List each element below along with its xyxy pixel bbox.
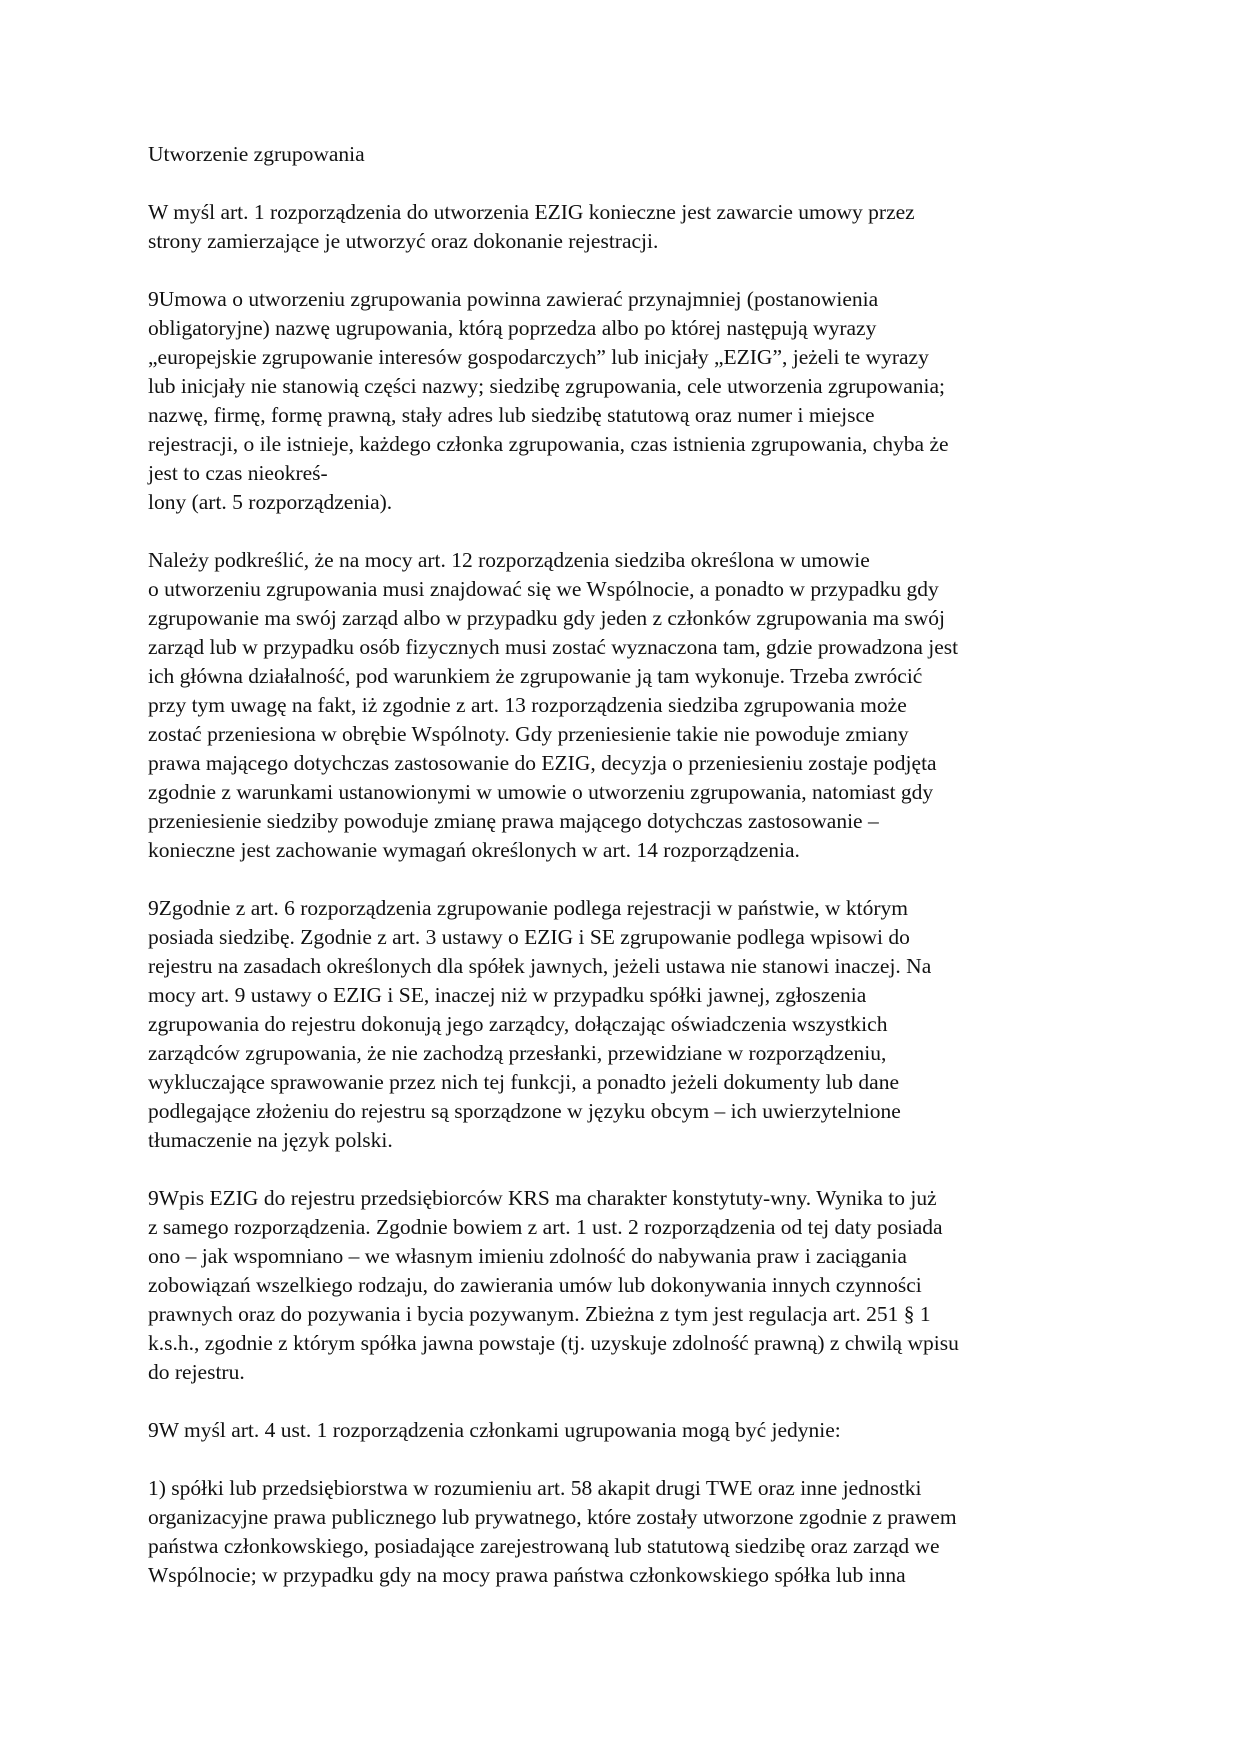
document-body	[148, 140, 1094, 1619]
paragraph-agreement-contents: 9Umowa o utworzeniu zgrupowania powinna zawierać przynajmniej (postanowienia obligatoryjne) nazwę ugrupowania, którą poprzedza albo po której następują wyrazy „europejskie zgrupowanie interesów gospodarczych” lub inicjały „EZIG”, jeżeli te wyrazy lub inicjały nie stanowią części nazwy; siedzibę zgrupowania, cele utworzenia zgrupowania; nazwę, firmę, formę prawną, stały adres lub siedzibę statutową oraz numer i miejsce rejestracji, o ile istnieje, każdego członka zgrupowania, czas istnienia zgrupowania, chyba że jest to czas nieokreś- lony (art. 5 rozporządzenia).	[148, 287, 949, 514]
paragraph-registered-office: Należy podkreślić, że na mocy art. 12 rozporządzenia siedziba określona w umowie o utworzeniu zgrupowania musi znajdować się we Wspólnocie, a ponadto w przypadku gdy zgrupowanie ma swój zarząd albo w przypadku gdy jeden z członków zgrupowania ma swój zarząd lub w przypadku osób fizycznych musi zostać wyznaczona tam, gdzie prowadzona jest ich główna działalność, pod warunkiem że zgrupowanie ją tam wykonuje. Trzeba zwrócić przy tym uwagę na fakt, iż zgodnie z art. 13 rozporządzenia siedziba zgrupowania może zostać przeniesiona w obrębie Wspólnoty. Gdy przeniesienie takie nie powoduje zmiany prawa mającego dotychczas zastosowanie do EZIG, decyzja o przeniesieniu zostaje podjęta zgodnie z warunkami ustanowionymi w umowie o utworzeniu zgrupowania, natomiast gdy przeniesienie siedziby powoduje zmianę prawa mającego dotychczas zastosowanie – konieczne jest zachowanie wymagań określonych w art. 14 rozporządzenia.	[148, 548, 959, 862]
paragraph-formation-requirements: W myśl art. 1 rozporządzenia do utworzenia EZIG konieczne jest zawarcie umowy przez strony zamierzające je utworzyć oraz dokonanie rejestracji.	[148, 200, 915, 253]
paragraph-members-intro: 9W myśl art. 4 ust. 1 rozporządzenia członkami ugrupowania mogą być jedynie:	[148, 1418, 841, 1442]
paragraph-member-list-item-1: 1) spółki lub przedsiębiorstwa w rozumieniu art. 58 akapit drugi TWE oraz inne jednostki organizacyjne prawa publicznego lub prywatnego, które zostały utworzone zgodnie z prawem państwa członkowskiego, posiadające zarejestrowaną lub statutową siedzibę oraz zarząd we Wspólnocie; w przypadku gdy na mocy prawa państwa członkowskiego spółka lub inna	[148, 1476, 957, 1587]
paragraph-registration: 9Zgodnie z art. 6 rozporządzenia zgrupowanie podlega rejestracji w państwie, w którym posiada siedzibę. Zgodnie z art. 3 ustawy o EZIG i SE zgrupowanie podlega wpisowi do rejestru na zasadach określonych dla spółek jawnych, jeżeli ustawa nie stanowi inaczej. Na mocy art. 9 ustawy o EZIG i SE, inaczej niż w przypadku spółki jawnej, zgłoszenia zgrupowania do rejestru dokonują jego zarządcy, dołączając oświadczenia wszystkich zarządców zgrupowania, że nie zachodzą przesłanki, przewidziane w rozporządzeniu, wykluczające sprawowanie przez nich tej funkcji, a ponadto jeżeli dokumenty lub dane podlegające złożeniu do rejestru są sporządzone w języku obcym – ich uwierzytelnione tłumaczenie na język polski.	[148, 896, 932, 1152]
paragraph-constitutive-entry: 9Wpis EZIG do rejestru przedsiębiorców KRS ma charakter konstytuty-wny. Wynika to już z samego rozporządzenia. Zgodnie bowiem z art. 1 ust. 2 rozporządzenia od tej daty posiada ono – jak wspomniano – we własnym imieniu zdolność do nabywania praw i zaciągania zobowiązań wszelkiego rodzaju, do zawierania umów lub dokonywania innych czynności prawnych oraz do pozywania i bycia pozywanym. Zbieżna z tym jest regulacja art. 251 § 1 k.s.h., zgodnie z którym spółka jawna powstaje (tj. uzyskuje zdolność prawną) z chwilą wpisu do rejestru.	[148, 1186, 959, 1384]
document-heading: Utworzenie zgrupowania	[148, 142, 365, 166]
